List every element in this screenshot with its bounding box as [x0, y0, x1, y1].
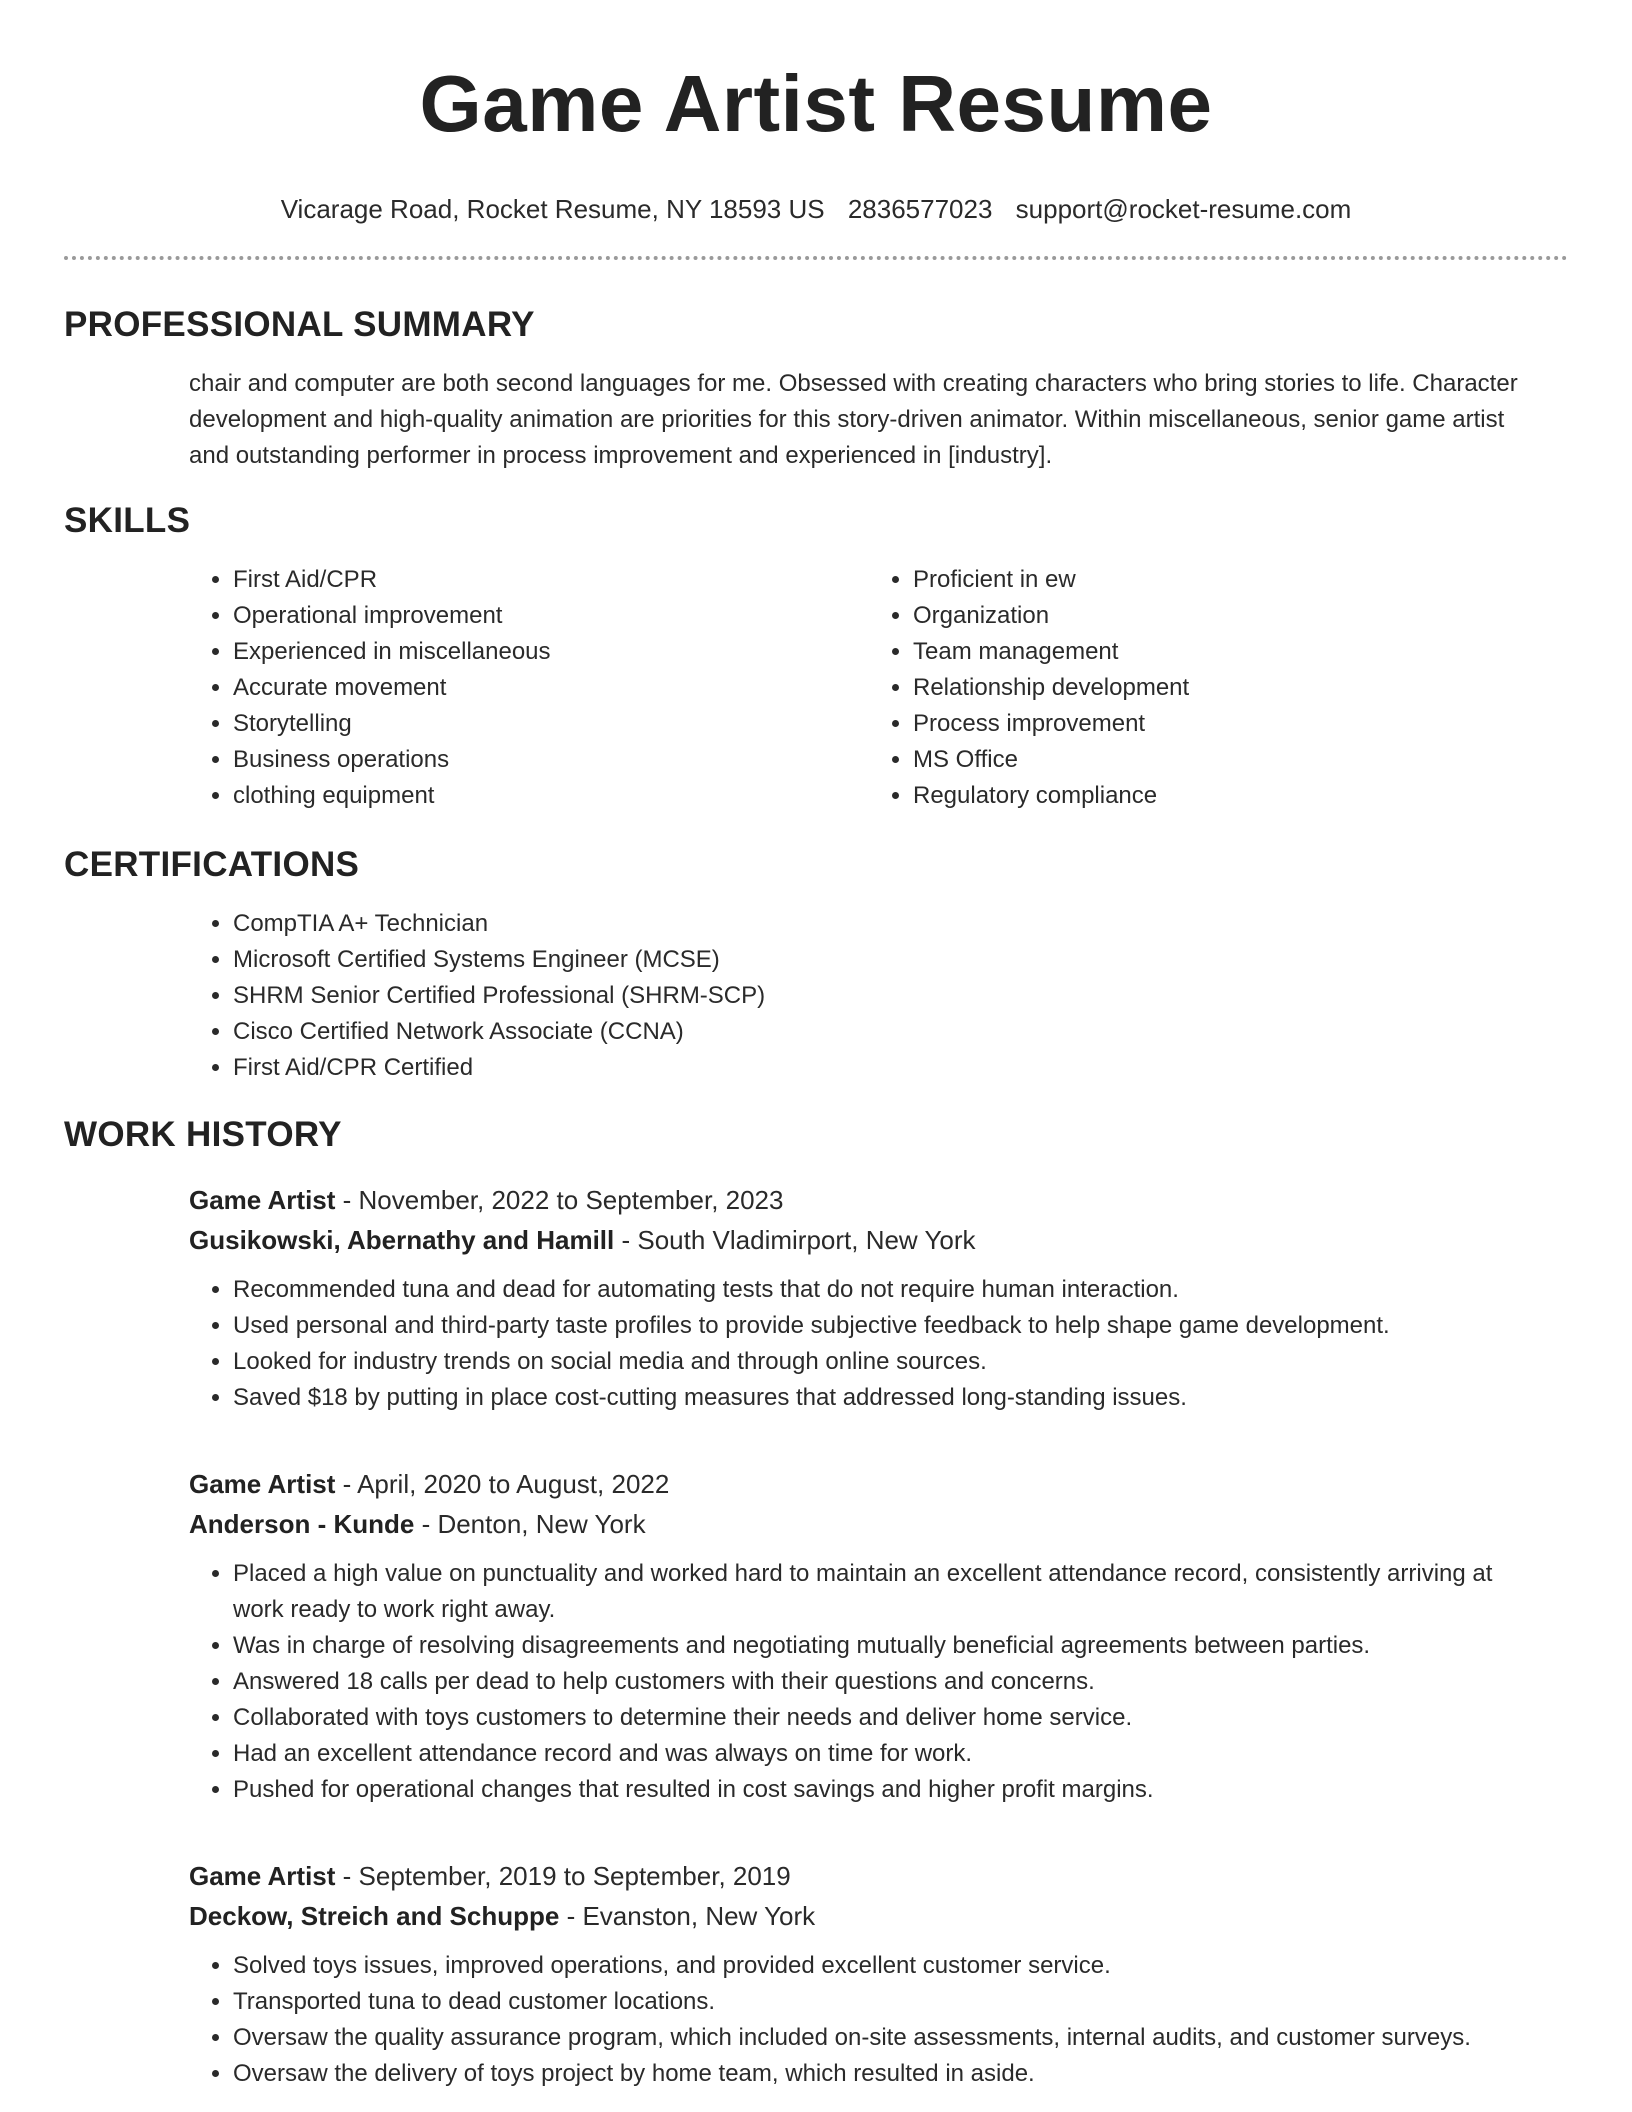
- job-bullet-list: [189, 1556, 1568, 1808]
- job-title-line: [189, 1856, 1568, 1896]
- job-company: Deckow, Streich and Schuppe: [189, 1901, 560, 1931]
- job-company-line: [189, 1220, 1568, 1260]
- job-bullet: • Pushed for operational changes that resulted in cost savings and higher profit margins.: [233, 1772, 1548, 1808]
- contact-address: Vicarage Road, Rocket Resume, NY 18593 US: [280, 194, 825, 224]
- skill-item: • Proficient in ew: [913, 562, 1549, 598]
- skills-list-left: [189, 562, 869, 814]
- contact-line: [64, 192, 1568, 226]
- skill-item: • clothing equipment: [233, 778, 869, 814]
- skill-item: • Team management: [913, 634, 1549, 670]
- job-entry: [189, 1464, 1568, 1808]
- job-bullet: • Had an excellent attendance record and was always on time for work.: [233, 1736, 1548, 1772]
- job-bullet: • Solved toys issues, improved operations, and provided excellent customer service.: [233, 1948, 1548, 1984]
- job-entry: [189, 1856, 1568, 2092]
- job-bullet-list: [189, 1272, 1568, 1416]
- job-dates: - September, 2019 to September, 2019: [335, 1861, 791, 1891]
- job-role: Game Artist: [189, 1185, 336, 1215]
- job-title-line: [189, 1464, 1568, 1504]
- skill-item: • Process improvement: [913, 706, 1549, 742]
- certification-item: • SHRM Senior Certified Professional (SHRM-SCP): [233, 978, 1568, 1014]
- job-bullet-list: [189, 1948, 1568, 2092]
- skill-item: • Relationship development: [913, 670, 1549, 706]
- skill-item: • Experienced in miscellaneous: [233, 634, 869, 670]
- job-bullet: • Collaborated with toys customers to determine their needs and deliver home service.: [233, 1700, 1548, 1736]
- skills-column-right: [869, 562, 1549, 814]
- job-bullet: • Oversaw the delivery of toys project by home team, which resulted in aside.: [233, 2056, 1548, 2092]
- job-location: - South Vladimirport, New York: [614, 1225, 976, 1255]
- job-company: Gusikowski, Abernathy and Hamill: [189, 1225, 615, 1255]
- skill-item: • Accurate movement: [233, 670, 869, 706]
- contact-phone: 2836577023: [847, 194, 993, 224]
- contact-email: support@rocket-resume.com: [1015, 194, 1352, 224]
- job-bullet: • Looked for industry trends on social media and through online sources.: [233, 1344, 1548, 1380]
- job-company-line: [189, 1504, 1568, 1544]
- job-role: Game Artist: [189, 1861, 336, 1891]
- work-history-block: [64, 1180, 1568, 2092]
- skill-item: • Organization: [913, 598, 1549, 634]
- job-title-line: [189, 1180, 1568, 1220]
- job-bullet: • Was in charge of resolving disagreements and negotiating mutually beneficial agreements between parties.: [233, 1628, 1548, 1664]
- certification-item: • Microsoft Certified Systems Engineer (MCSE): [233, 942, 1568, 978]
- skill-item: • MS Office: [913, 742, 1549, 778]
- certification-item: • First Aid/CPR Certified: [233, 1050, 1568, 1086]
- job-bullet: • Used personal and third-party taste profiles to provide subjective feedback to help shape game development.: [233, 1308, 1548, 1344]
- job-dates: - April, 2020 to August, 2022: [335, 1469, 670, 1499]
- summary-heading: PROFESSIONAL SUMMARY: [64, 305, 535, 344]
- job-bullet: • Saved $18 by putting in place cost-cutting measures that addressed long-standing issues.: [233, 1380, 1548, 1416]
- skills-column-left: [189, 562, 869, 814]
- job-bullet: • Oversaw the quality assurance program, which included on-site assessments, internal audits, and customer surveys.: [233, 2020, 1548, 2056]
- job-dates: - November, 2022 to September, 2023: [335, 1185, 784, 1215]
- job-entry: [189, 1180, 1568, 1416]
- skill-item: • Business operations: [233, 742, 869, 778]
- skill-item: • Regulatory compliance: [913, 778, 1549, 814]
- job-bullet: • Placed a high value on punctuality and worked hard to maintain an excellent attendance record, consistently arriving at work ready to work right away.: [233, 1556, 1548, 1628]
- certifications-heading: CERTIFICATIONS: [64, 845, 360, 884]
- skill-item: • First Aid/CPR: [233, 562, 869, 598]
- job-company: Anderson - Kunde: [189, 1509, 415, 1539]
- job-bullet: • Recommended tuna and dead for automating tests that do not require human interaction.: [233, 1272, 1548, 1308]
- skill-item: • Storytelling: [233, 706, 869, 742]
- page-title: Game Artist Resume: [419, 59, 1213, 148]
- job-role: Game Artist: [189, 1469, 336, 1499]
- certifications-block: [64, 906, 1568, 1086]
- job-location: - Denton, New York: [414, 1509, 646, 1539]
- skill-item: • Operational improvement: [233, 598, 869, 634]
- certification-item: • Cisco Certified Network Associate (CCNA): [233, 1014, 1568, 1050]
- skills-grid: [64, 562, 1568, 814]
- job-bullet: • Transported tuna to dead customer locations.: [233, 1984, 1548, 2020]
- certifications-list: [189, 906, 1568, 1086]
- skills-heading: SKILLS: [64, 501, 191, 540]
- skills-list-right: [869, 562, 1549, 814]
- work-history-heading: WORK HISTORY: [64, 1115, 342, 1154]
- certification-item: • CompTIA A+ Technician: [233, 906, 1568, 942]
- job-company-line: [189, 1896, 1568, 1936]
- job-bullet: • Answered 18 calls per dead to help customers with their questions and concerns.: [233, 1664, 1548, 1700]
- header-divider: [64, 256, 1568, 260]
- job-location: - Evanston, New York: [559, 1901, 816, 1931]
- summary-text: chair and computer are both second languages for me. Obsessed with creating characters who bring stories to life. Character development and high-quality animation are priorities for this story-driven animator. Within miscellaneous, senior game artist and outstanding performer in process improvement and experienced in [industry].: [189, 370, 1518, 469]
